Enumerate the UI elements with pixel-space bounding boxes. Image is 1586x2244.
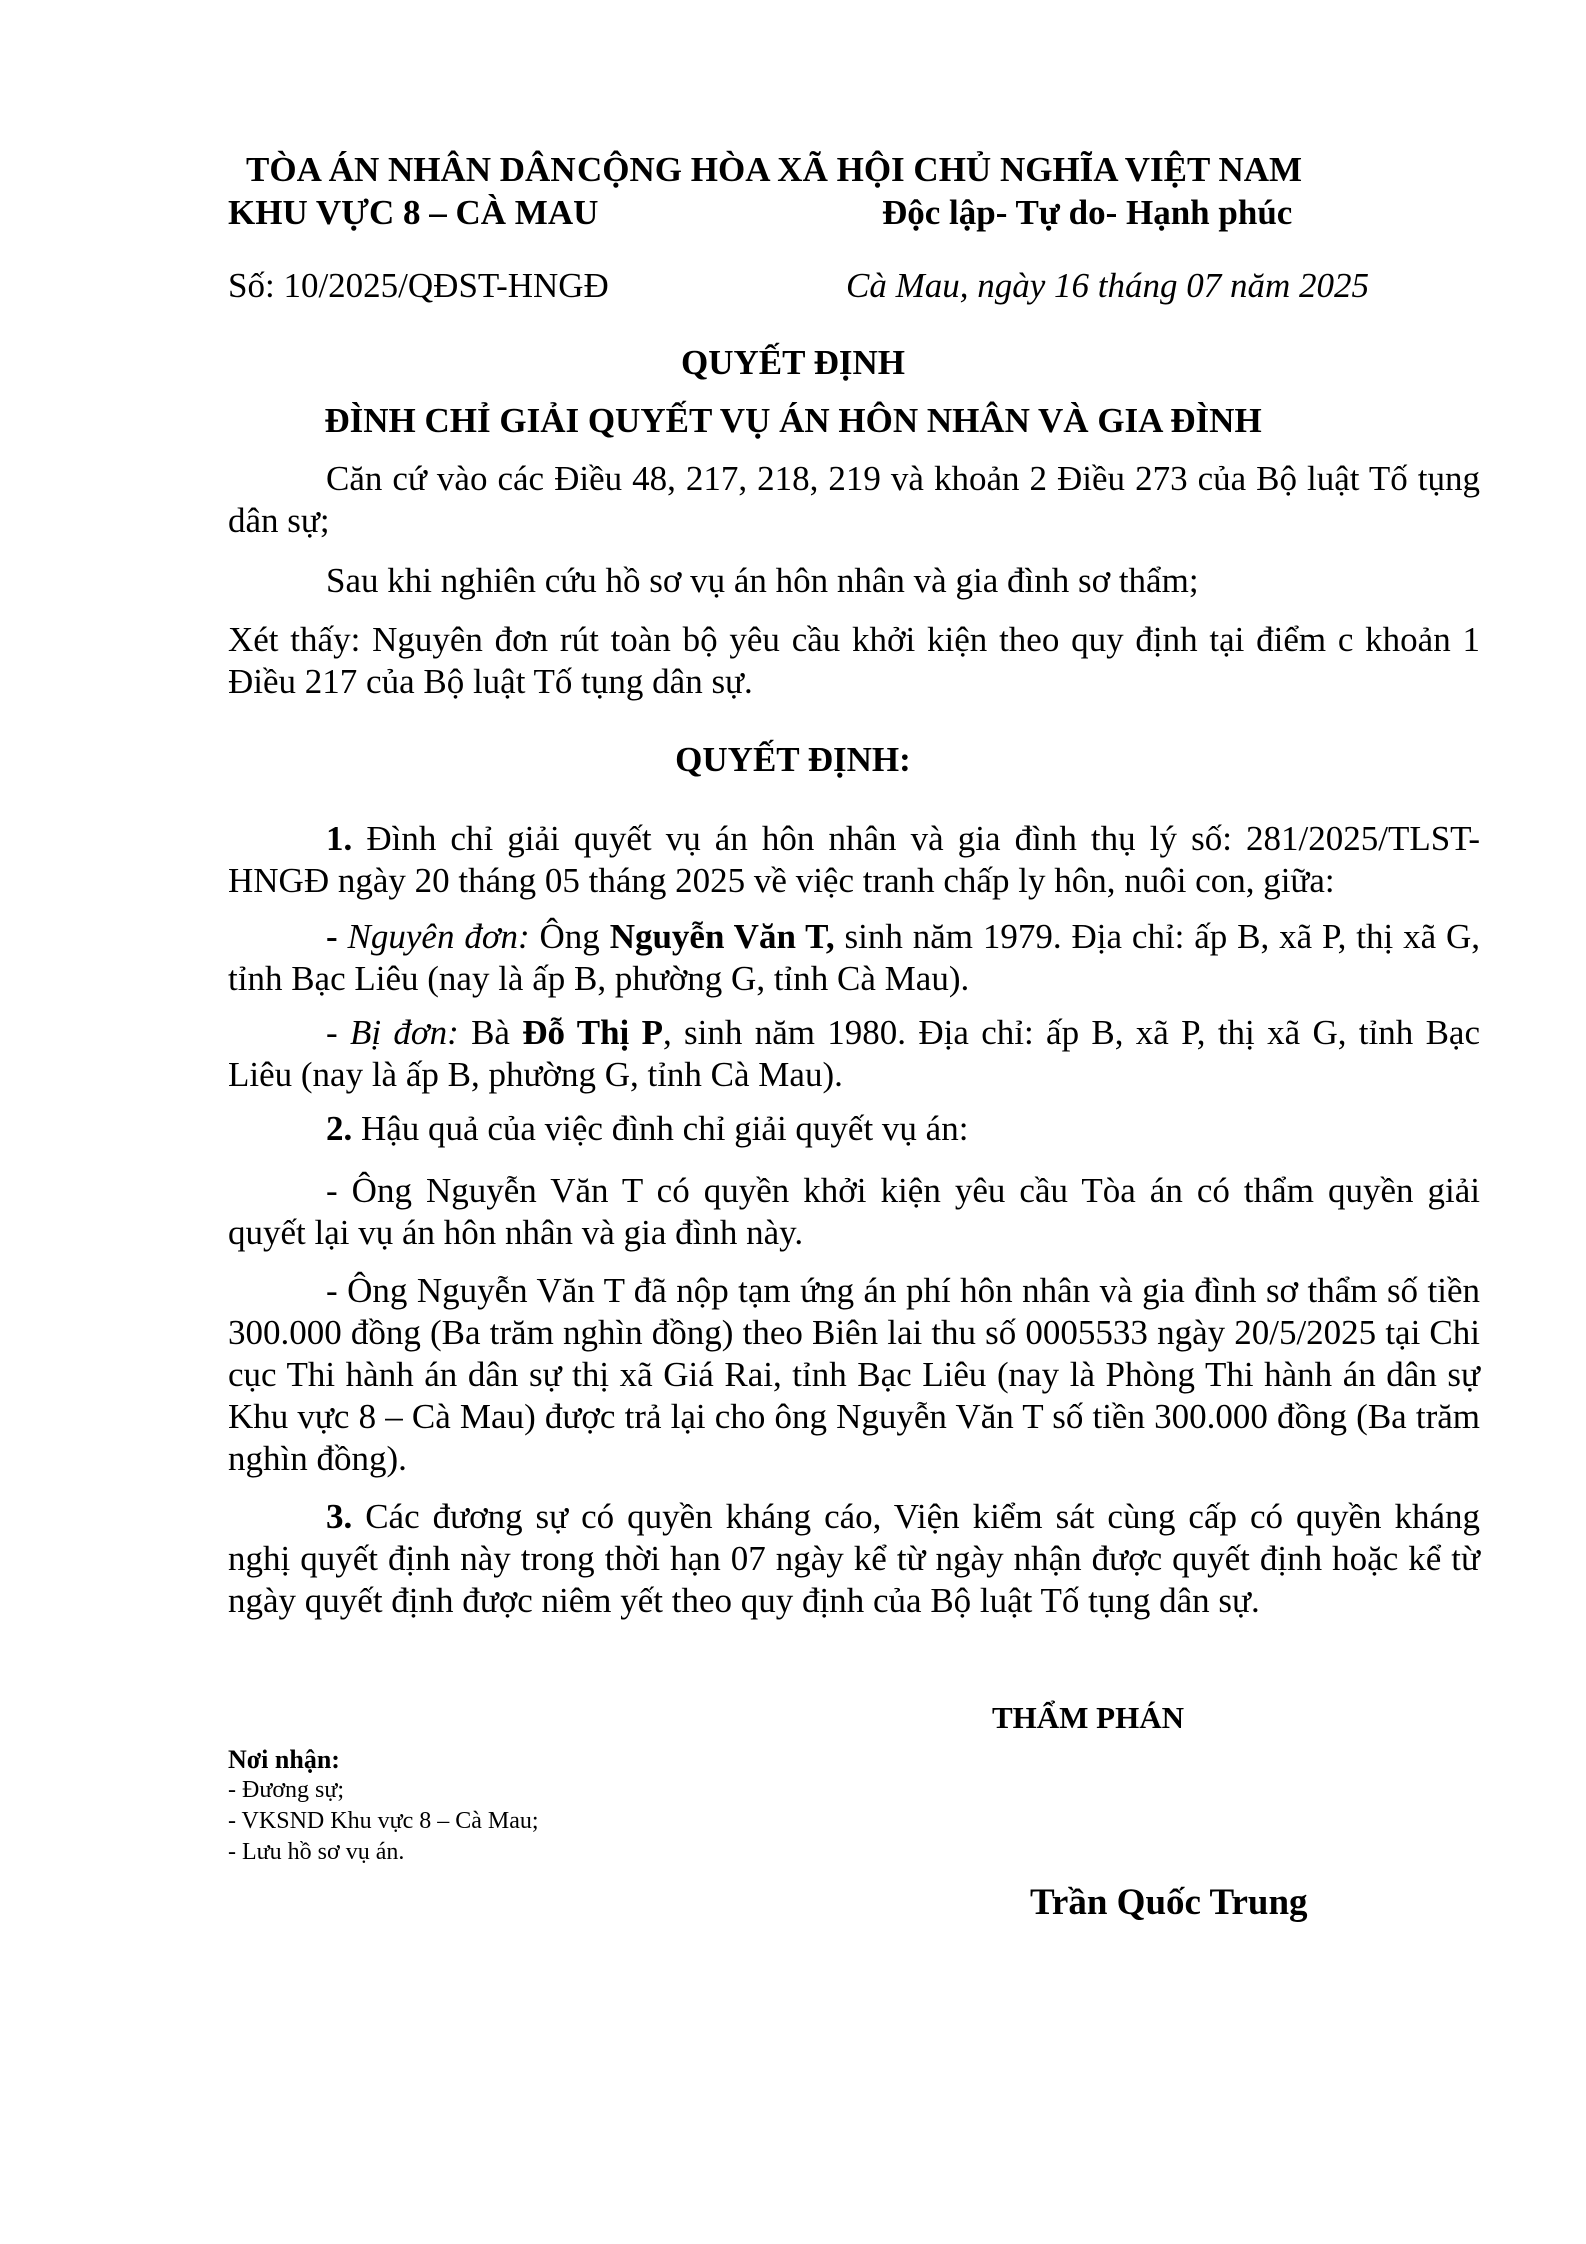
document-subtitle: ĐÌNH CHỈ GIẢI QUYẾT VỤ ÁN HÔN NHÂN VÀ GIA ĐÌNH — [324, 401, 1262, 440]
recipients-title: Nơi nhận: — [228, 1745, 340, 1774]
plaintiff-info — [228, 916, 1480, 1000]
item-number: 3. — [326, 1497, 353, 1536]
recipient-item: - Đương sự; — [228, 1777, 345, 1803]
item-number: 1. — [326, 819, 353, 858]
dash: - — [326, 1013, 350, 1052]
plaintiff-label: Nguyên đơn: — [347, 917, 530, 956]
plaintiff-title: Ông — [529, 917, 610, 956]
consequence-b: - Ông Nguyễn Văn T đã nộp tạm ứng án phí hôn nhân và gia đình sơ thẩm số tiền 300.000 đồng (Ba trăm nghìn đồng) theo Biên lai thu số 0005533 ngày 20/5/2025 tại Chi cục Thi hành án dân sự thị xã Giá Rai, tỉnh Bạc Liêu (nay là Phòng Thi hành án dân sự Khu vực 8 – Cà Mau) được trả lại cho ông Nguyễn Văn T số tiền 300.000 đồng (Ba trăm nghìn đồng). — [228, 1271, 1480, 1478]
item-text: Các đương sự có quyền kháng cáo, Viện kiểm sát cùng cấp có quyền kháng nghị quyết định này trong thời hạn 07 ngày kể từ ngày nhận được quyết định hoặc kể từ ngày quyết định được niêm yết theo quy định của Bộ luật Tố tụng dân sự. — [228, 1497, 1480, 1620]
dash: - — [326, 917, 348, 956]
legal-basis: Căn cứ vào các Điều 48, 217, 218, 219 và khoản 2 Điều 273 của Bộ luật Tố tụng dân sự; — [228, 459, 1480, 540]
document-number: Số: 10/2025/QĐST-HNGĐ — [228, 266, 609, 305]
item-text: Hậu quả của việc đình chỉ giải quyết vụ án: — [352, 1109, 969, 1148]
recipients — [228, 1744, 539, 1868]
signer-name: Trần Quốc Trung — [1030, 1882, 1308, 1923]
defendant-name: Đỗ Thị P — [522, 1013, 663, 1052]
finding: Xét thấy: Nguyên đơn rút toàn bộ yêu cầu khởi kiện theo quy định tại điểm c khoản 1 Điều 217 của Bộ luật Tố tụng dân sự. — [228, 620, 1480, 701]
defendant-label: Bị đơn: — [349, 1013, 459, 1052]
consequence-a: - Ông Nguyễn Văn T có quyền khởi kiện yêu cầu Tòa án có thẩm quyền giải quyết lại vụ án hôn nhân và gia đình này. — [228, 1171, 1480, 1252]
defendant-details: , sinh năm 1980. Địa chỉ: ấp B, xã P, thị xã G, tỉnh Bạc Liêu (nay là ấp B, phường G, tỉnh Cà Mau). — [228, 1013, 1480, 1094]
recipient-item: - Lưu hồ sơ vụ án. — [228, 1839, 405, 1865]
court-name-line2: KHU VỰC 8 – CÀ MAU — [228, 193, 599, 232]
item-number: 2. — [326, 1109, 353, 1148]
recipient-item: - VKSND Khu vực 8 – Cà Mau; — [228, 1808, 539, 1834]
decision-item-2 — [228, 1108, 1480, 1150]
plaintiff-name: Nguyễn Văn T, — [609, 917, 835, 956]
document-title: QUYẾT ĐỊNH — [681, 343, 905, 382]
place-date: Cà Mau, ngày 16 tháng 07 năm 2025 — [846, 266, 1370, 305]
court-name-line1: TÒA ÁN NHÂN DÂN — [246, 150, 576, 189]
nation-motto: Độc lập- Tự do- Hạnh phúc — [882, 193, 1293, 232]
defendant-info — [228, 1012, 1480, 1096]
decision-item-1 — [228, 818, 1480, 902]
defendant-title: Bà — [458, 1013, 523, 1052]
item-text: Đình chỉ giải quyết vụ án hôn nhân và gia đình thụ lý số: 281/2025/TLST-HNGĐ ngày 20 tháng 05 tháng 2025 về việc tranh chấp ly hôn, nuôi con, giữa: — [228, 819, 1480, 900]
nation-name: CỘNG HÒA XÃ HỘI CHỦ NGHĨA VIỆT NAM — [577, 150, 1303, 189]
case-review: Sau khi nghiên cứu hồ sơ vụ án hôn nhân và gia đình sơ thẩm; — [326, 561, 1199, 600]
decision-heading: QUYẾT ĐỊNH: — [675, 740, 911, 779]
decision-item-3 — [228, 1496, 1480, 1622]
signer-role: THẨM PHÁN — [992, 1700, 1185, 1735]
plaintiff-details: sinh năm 1979. Địa chỉ: ấp B, xã P, thị xã G, tỉnh Bạc Liêu (nay là ấp B, phường G, tỉnh Cà Mau). — [228, 917, 1481, 998]
